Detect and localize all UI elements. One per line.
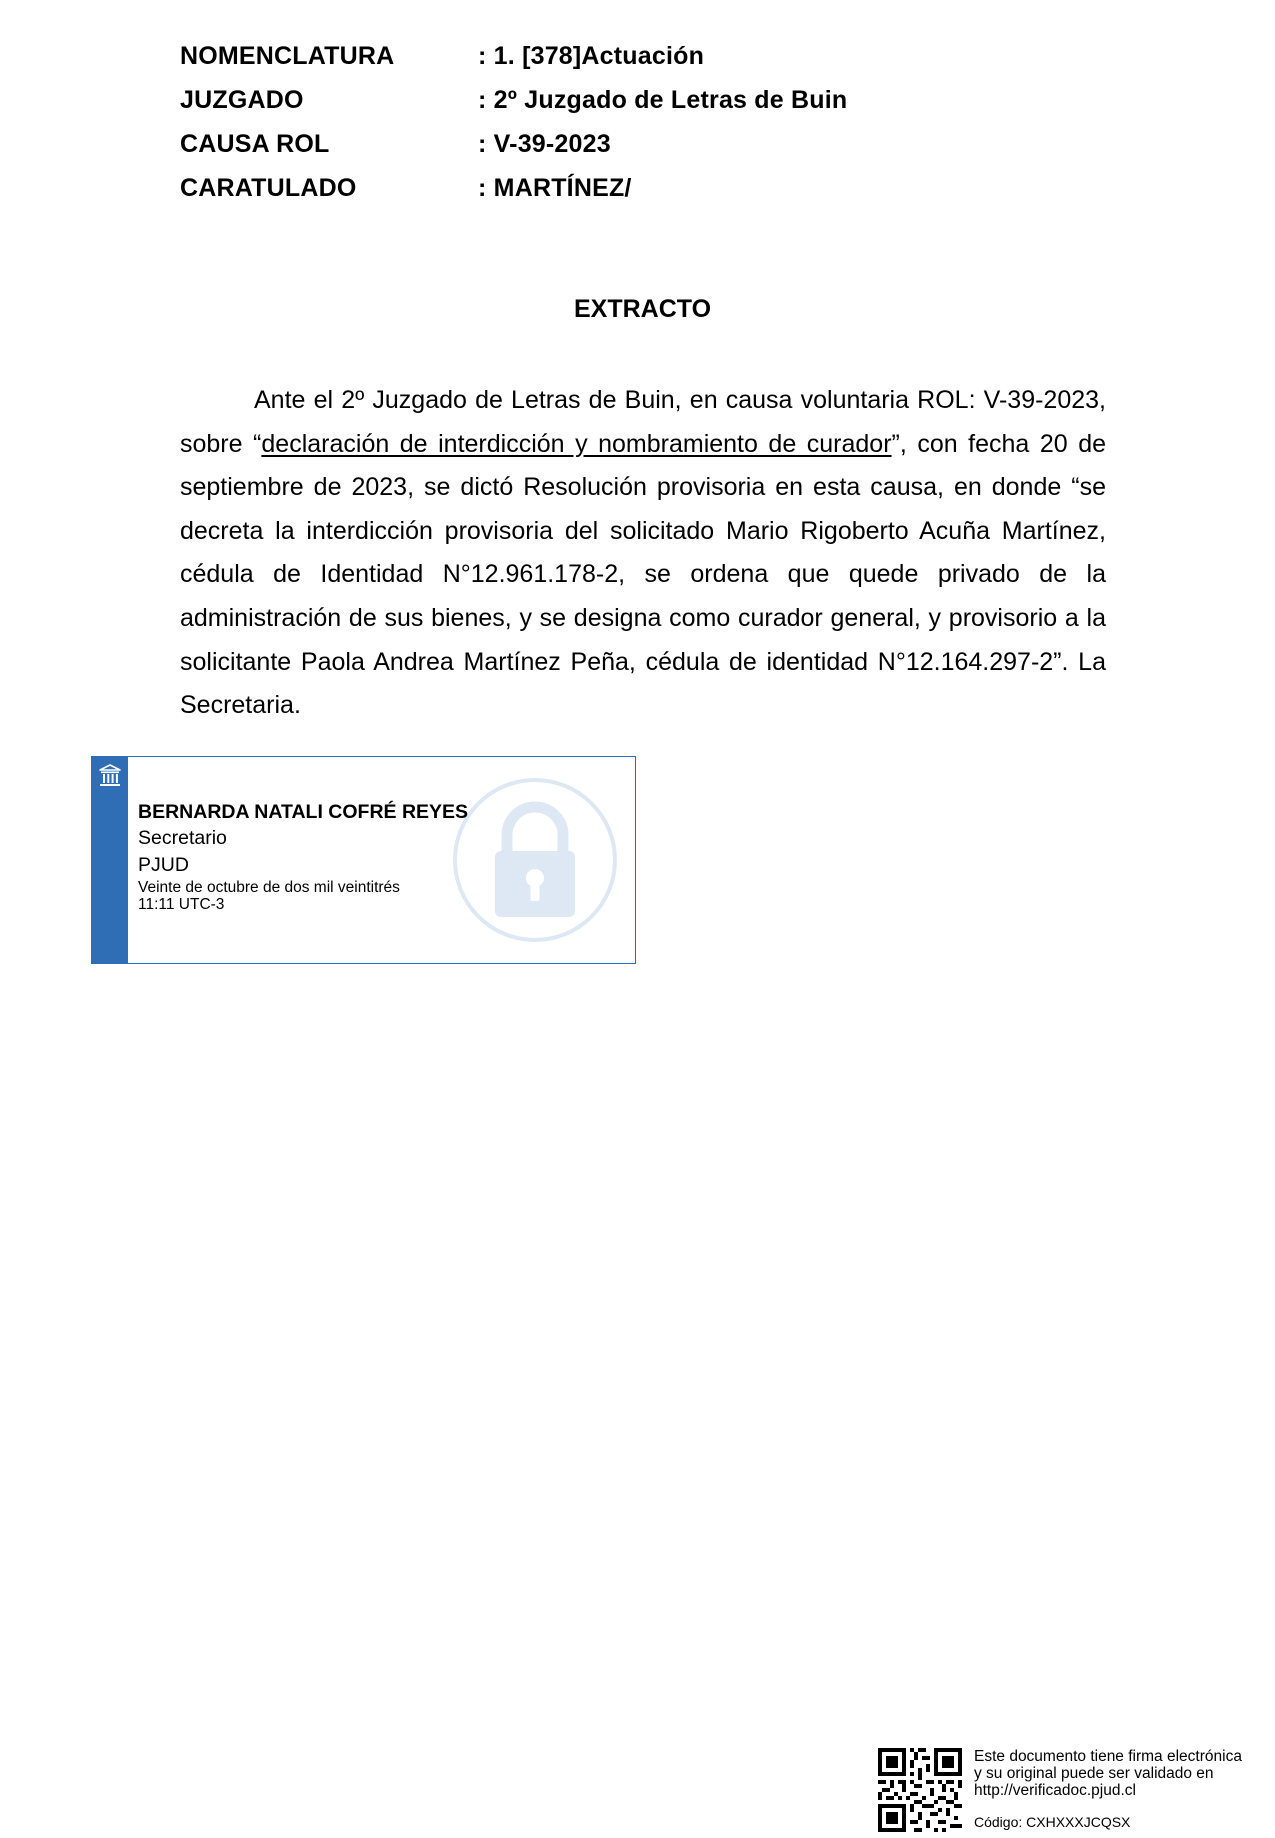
header-label: CAUSA ROL bbox=[180, 129, 330, 158]
header-label: CARATULADO bbox=[180, 173, 357, 202]
verification-line-2: y su original puede ser validado en bbox=[974, 1765, 1214, 1782]
extract-body bbox=[180, 379, 1106, 728]
case-header bbox=[180, 34, 1140, 210]
header-row-caratulado bbox=[180, 166, 1140, 210]
electronic-signature-box bbox=[91, 756, 636, 964]
verification-code: Código: CXHXXXJCQSX bbox=[974, 1814, 1131, 1830]
signer-role: Secretario bbox=[138, 827, 227, 849]
signature-band bbox=[92, 757, 128, 963]
courthouse-icon bbox=[98, 763, 122, 789]
verification-notice bbox=[974, 1748, 1268, 1799]
signature-details bbox=[138, 799, 468, 913]
header-row-causa-rol bbox=[180, 122, 1140, 166]
qr-code-icon[interactable] bbox=[878, 1748, 962, 1832]
verification-footer bbox=[878, 1748, 1268, 1832]
header-value: : MARTÍNEZ/ bbox=[478, 173, 632, 202]
lock-icon bbox=[450, 775, 620, 945]
header-label: NOMENCLATURA bbox=[180, 41, 395, 70]
verification-line-1: Este documento tiene firma electrónica bbox=[974, 1748, 1242, 1765]
signature-date: Veinte de octubre de dos mil veintitrés bbox=[138, 879, 400, 896]
header-row-juzgado bbox=[180, 78, 1140, 122]
document-title: EXTRACTO bbox=[573, 295, 712, 323]
header-value: : V-39-2023 bbox=[478, 129, 611, 158]
header-value: : 2º Juzgado de Letras de Buin bbox=[478, 85, 848, 114]
signer-organization: PJUD bbox=[138, 854, 189, 876]
header-value: : 1. [378]Actuación bbox=[478, 41, 705, 70]
verification-url[interactable]: http://verificadoc.pjud.cl bbox=[974, 1782, 1136, 1799]
body-text-part2: ”, con fecha 20 de septiembre de 2023, se dictó Resolución provisoria en esta causa, en donde “se decreta la interdicción provisoria del solicitado Mario Rigoberto Acuña Martínez, cédula de Identidad N°12.961.178-2, se ordena que quede privado de la administración de sus bienes, y se designa como curador general, y provisorio a la solicitante Paola Andrea Martínez Peña, cédula de identidad N°12.164.297-2”. La Secretaria. bbox=[180, 429, 1106, 720]
header-label: JUZGADO bbox=[180, 85, 304, 114]
header-row-nomenclatura bbox=[180, 34, 1140, 78]
signature-time: 11:11 UTC-3 bbox=[138, 896, 225, 913]
body-text-part1: Ante el 2º Juzgado de Letras de Buin, en causa voluntaria ROL: V-39-2023, sobre “ bbox=[180, 386, 1106, 458]
signer-name: BERNARDA NATALI COFRÉ REYES bbox=[138, 801, 469, 823]
body-underlined-subject: declaración de interdicción y nombramiento de curador bbox=[261, 429, 892, 458]
